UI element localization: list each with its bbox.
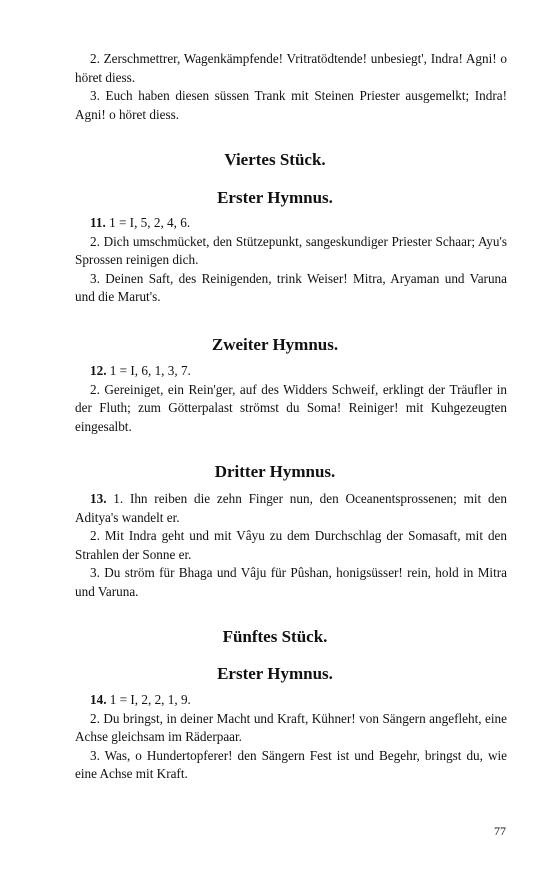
verse-text: 3. Deinen Saft, des Reinigenden, trink Weiser! Mitra, Aryaman und Varuna und die Marut's. [75, 270, 507, 304]
hymn-body [75, 214, 507, 307]
page-number: 77 [494, 824, 506, 838]
verse-text: 2. Dich umschmücket, den Stützepunkt, sangeskundiger Priester Schaar; Ayu's Sprossen reinigen dich. [75, 233, 507, 267]
verse-reference: 1 = I, 5, 2, 4, 6. [105, 215, 191, 230]
hymn-number: 12. [90, 363, 107, 378]
verse-reference: 1 = I, 6, 1, 3, 7. [106, 363, 191, 378]
hymn-number: 13. [90, 491, 107, 506]
hymn-number: 11. [90, 215, 106, 230]
verse-text: 1. Ihn reiben die zehn Finger nun, den Oceanentsprossenen; mit den Aditya's wandelt er. [75, 491, 507, 525]
verse-reference: 1 = I, 2, 2, 1, 9. [106, 692, 191, 707]
verse-text [75, 214, 507, 233]
verse-text: 3. Was, o Hundertopferer! den Sängern Fest ist und Begehr, bringst du, wie eine Achse mit Kraft. [75, 747, 507, 781]
hymn-body [75, 362, 507, 436]
hymn-heading: Erster Hymnus. [217, 664, 333, 683]
hymn-number: 14. [90, 692, 107, 707]
verse-text: 2. Mit Indra geht und mit Vâyu zu dem Durchschlag der Somasaft, mit den Strahlen der Sonne er. [75, 528, 507, 562]
section-heading: Viertes Stück. [224, 150, 326, 169]
verse-text: 2. Gereiniget, ein Rein'ger, auf des Widders Schweif, erklingt der Träufler in der Fluth; zum Götterpalast strömst du Soma! Reiniger! mit Kuhgezeugten eingesalbt. [75, 381, 507, 434]
verse-text [75, 490, 507, 527]
hymn-heading: Zweiter Hymnus. [211, 335, 339, 354]
verse-text: 2. Zerschmettrer, Wagenkämpfende! Vritratödtende! unbesiegt', Indra! Agni! o höret diess. [75, 51, 507, 85]
verse-text [75, 362, 507, 381]
verse-text [75, 691, 507, 710]
hymn-heading: Dritter Hymnus. [214, 462, 336, 481]
hymn-body [75, 490, 507, 601]
verse-text: 3. Du ström für Bhaga und Vâju für Pûshan, honigsüsser! rein, hold in Mitra und Varuna. [75, 565, 507, 599]
verse-text: 2. Du bringst, in deiner Macht und Kraft, Kühner! von Sängern angefleht, eine Achse gleichsam im Räderpaar. [75, 710, 507, 744]
hymn-heading: Erster Hymnus. [217, 188, 333, 207]
intro-verses [75, 50, 507, 124]
section-heading: Fünftes Stück. [222, 627, 328, 646]
verse-text: 3. Euch haben diesen süssen Trank mit Steinen Priester ausgemelkt; Indra! Agni! o höret diess. [75, 88, 507, 122]
hymn-body [75, 691, 507, 784]
